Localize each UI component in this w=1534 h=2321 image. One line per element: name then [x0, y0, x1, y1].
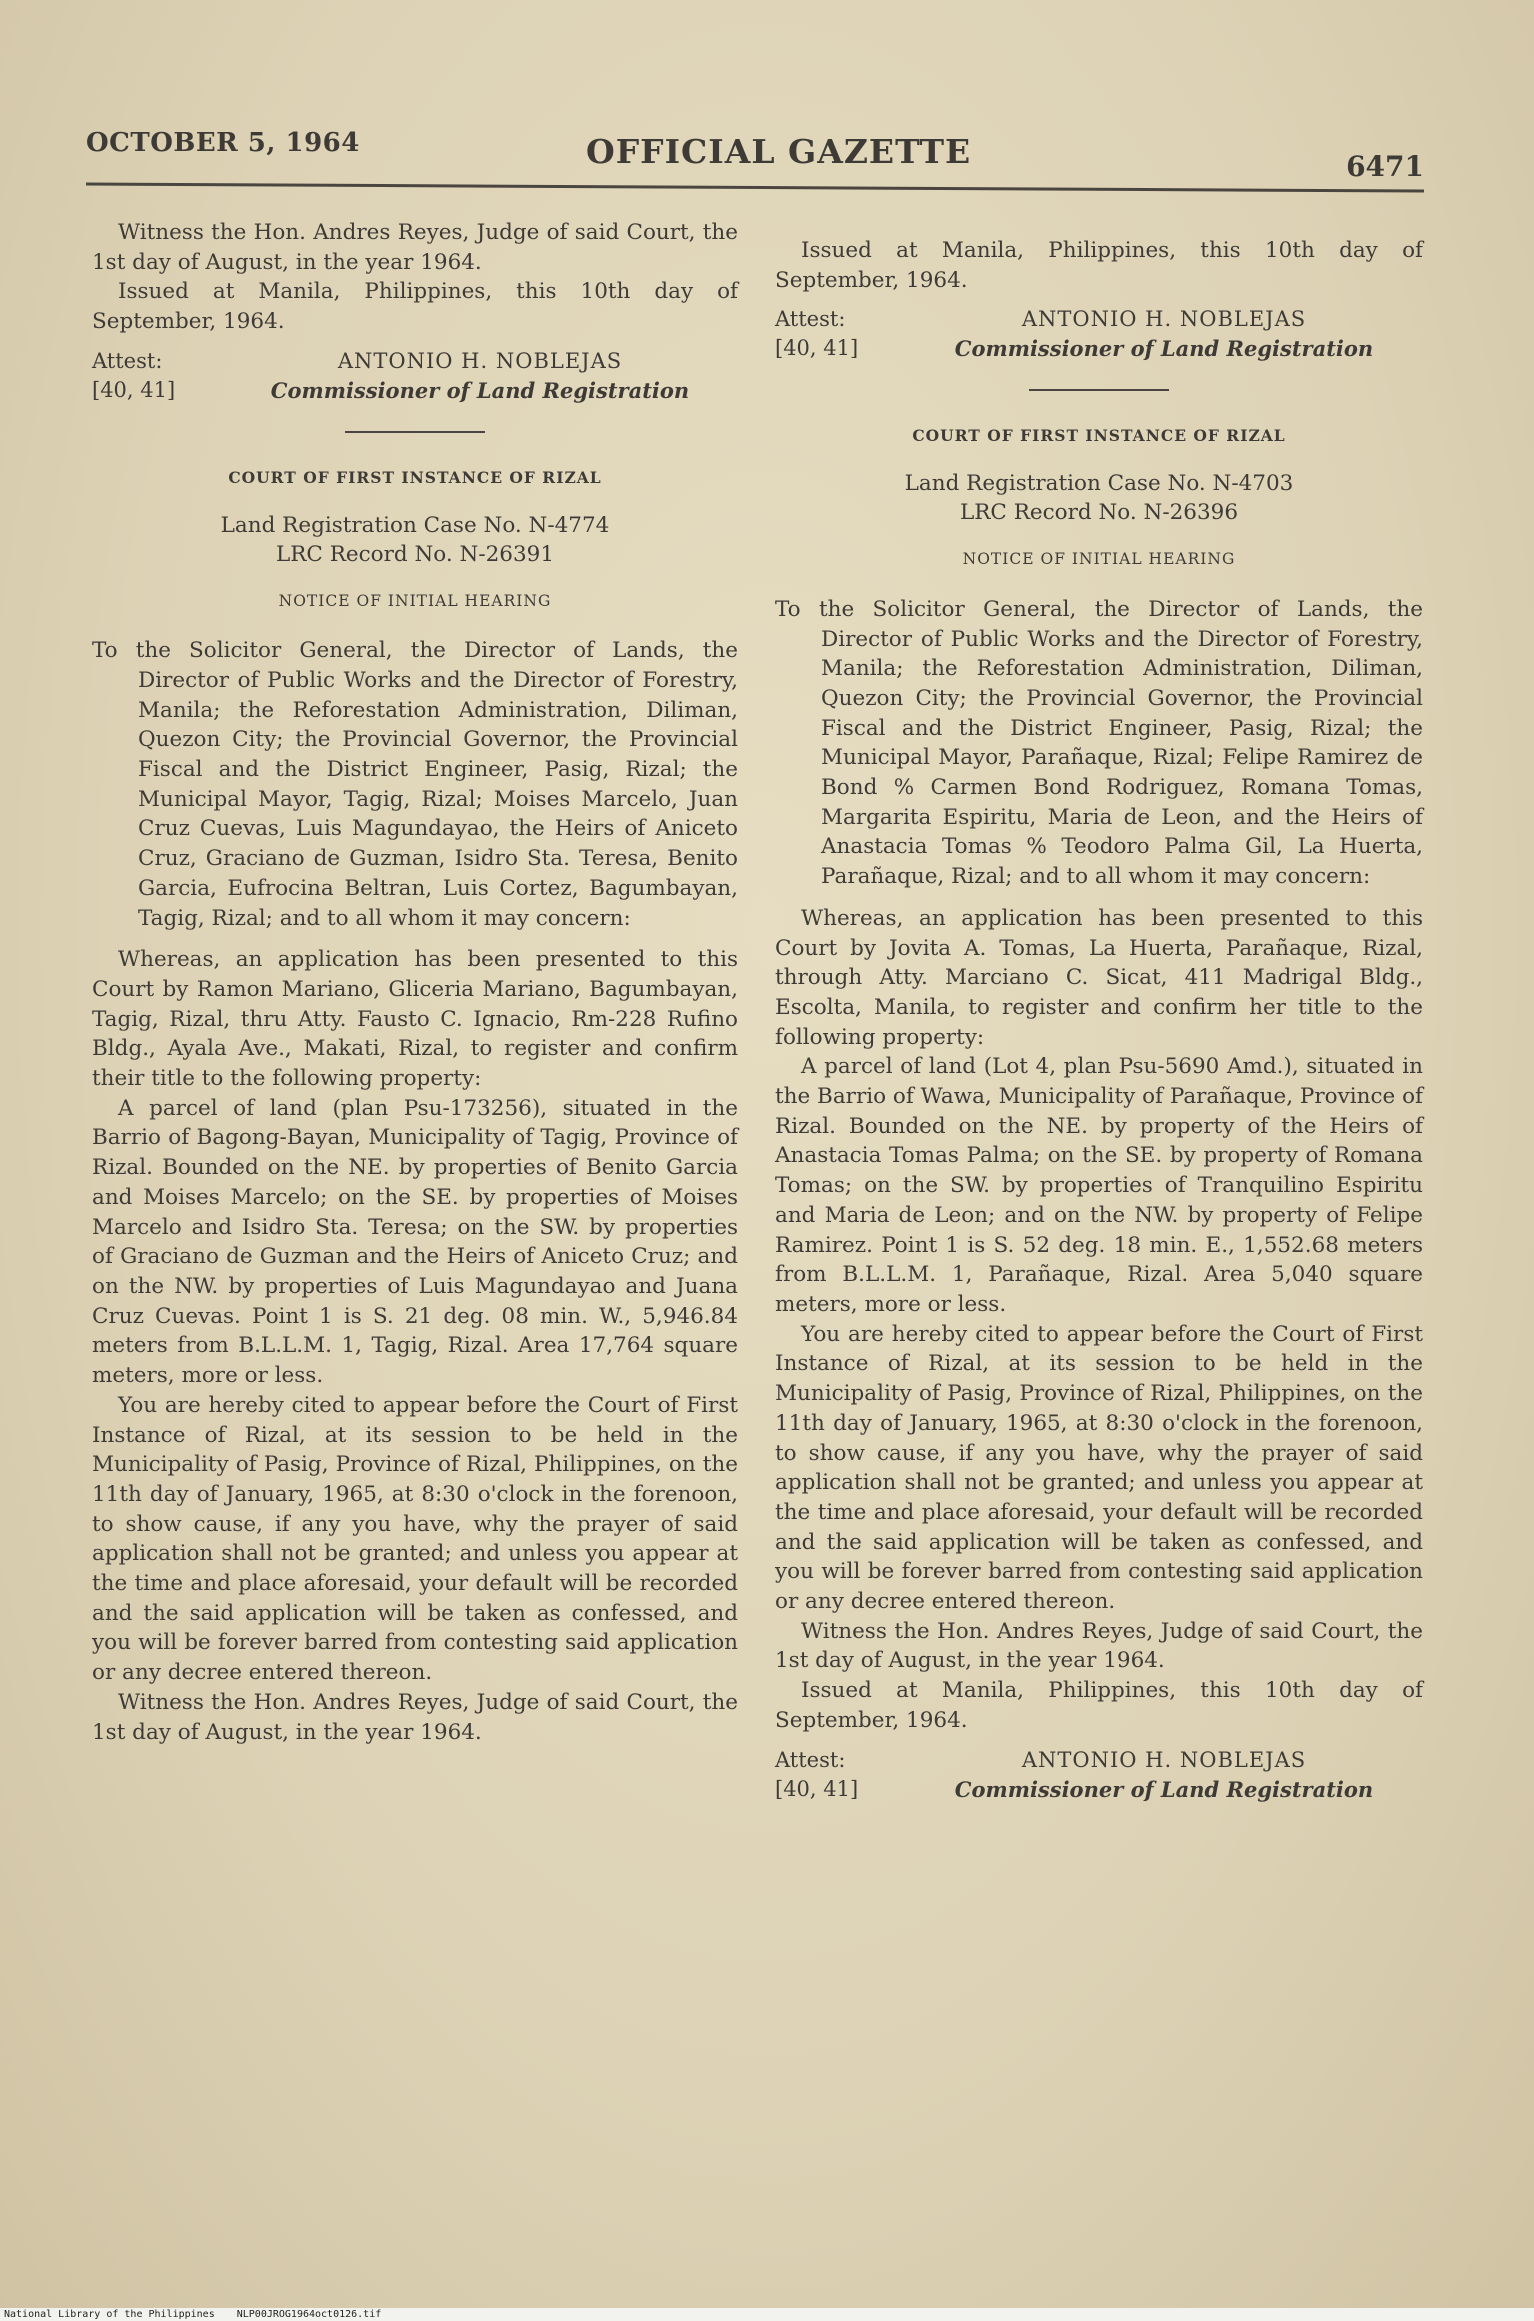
addressee-paragraph: To the Solicitor General, the Director of Lands, the Director of Public Works and the Director of Forestry, Manila; the Reforestation Administration, Diliman, Quezon City; the Provincial Governor, the Provincial Fiscal and the District Engineer, Pasig, Rizal; the Municipal Mayor, Parañaque, Rizal; Felipe Ramirez de Bond % Carmen Bond Rodriguez, Romana Tomas, Margarita Espiritu, Maria de Leon, and the Heirs of Anastacia Tomas % Teodoro Palma Gil, La Huerta, Parañaque, Rizal; and to all whom it may concern: — [775, 596, 1423, 890]
footer-filename: NLP00JROG1964oct0126.tif — [236, 2309, 382, 2320]
attest-name: ANTONIO H. NOBLEJAS — [1021, 1747, 1307, 1772]
attest-label: Attest: — [775, 1747, 846, 1772]
attest-label: Attest: — [92, 348, 163, 373]
attest-block — [775, 305, 1423, 363]
attest-title: Commissioner of Land Registration — [954, 336, 1374, 362]
notice-heading: NOTICE OF INITIAL HEARING — [278, 591, 552, 610]
witness-paragraph: Witness the Hon. Andres Reyes, Judge of said Court, the 1st day of August, in the year 1964. — [92, 1689, 738, 1745]
attest-label: Attest: — [775, 307, 846, 332]
scan-footer — [0, 2308, 1534, 2321]
attest-ref: [40, 41] — [92, 377, 176, 402]
witness-paragraph: Witness the Hon. Andres Reyes, Judge of said Court, the 1st day of August, in the year 1964. — [92, 220, 738, 275]
attest-block — [92, 347, 738, 405]
court-heading: COURT OF FIRST INSTANCE OF RIZAL — [228, 467, 602, 487]
case-number: Land Registration Case No. N-4703 — [904, 471, 1294, 497]
whereas-paragraph: Whereas, an application has been presented to this Court by Ramon Mariano, Gliceria Mariano, Bagumbayan, Tagig, Rizal, thru Atty. Fausto C. Ignacio, Rm-228 Rufino Bldg., Ayala Ave., Makati, Rizal, to register and confirm their title to the following property: — [92, 947, 738, 1092]
case-block — [92, 511, 738, 569]
attest-ref: [40, 41] — [775, 1776, 859, 1801]
right-column — [775, 236, 1423, 1804]
notice-heading: NOTICE OF INITIAL HEARING — [962, 550, 1236, 569]
attest-title: Commissioner of Land Registration — [270, 377, 690, 403]
section-divider — [1029, 389, 1169, 391]
attest-name: ANTONIO H. NOBLEJAS — [1021, 307, 1307, 332]
whereas-paragraph: Whereas, an application has been presented to this Court by Jovita A. Tomas, La Huerta, Parañaque, Rizal, through Atty. Marciano C. Sicat, 411 Madrigal Bldg., Escolta, Manila, to register and confirm her title to the following property: — [775, 905, 1423, 1050]
court-heading: COURT OF FIRST INSTANCE OF RIZAL — [912, 426, 1286, 446]
case-number: Land Registration Case No. N-4774 — [220, 512, 610, 538]
parcel-paragraph: A parcel of land (plan Psu-173256), situated in the Barrio of Bagong-Bayan, Municipality of Tagig, Province of Rizal. Bounded on the NE. by properties of Benito Garcia and Moises Marcelo; on the SE. by properties of Moises Marcelo and Isidro Sta. Teresa; on the SW. by properties of Graciano de Guzman and the Heirs of Aniceto Cruz; and on the NW. by properties of Luis Magundayao and Juana Cruz Cuevas. Point 1 is S. 21 deg. 08 min. W., 5,946.84 meters from B.L.L.M. 1, Tagig, Rizal. Area 17,764 square meters, more or less. — [92, 1095, 738, 1389]
record-number: LRC Record No. N-26391 — [275, 541, 555, 567]
footer-library: National Library of the Philippines — [4, 2309, 215, 2320]
attest-name: ANTONIO H. NOBLEJAS — [337, 348, 623, 373]
record-number: LRC Record No. N-26396 — [959, 500, 1239, 526]
issued-paragraph: Issued at Manila, Philippines, this 10th day of September, 1964. — [775, 1678, 1423, 1733]
page-header — [86, 128, 1424, 188]
parcel-paragraph: A parcel of land (Lot 4, plan Psu-5690 Amd.), situated in the Barrio of Wawa, Municipality of Parañaque, Province of Rizal. Bounded on the NE. by property of the Heirs of Anastacia Tomas Palma; on the SE. by property of Romana Tomas; on the SW. by properties of Tranquilino Espiritu and Maria de Leon; and on the NW. by property of Felipe Ramirez. Point 1 is S. 52 deg. 18 min. E., 1,552.68 meters from B.L.L.M. 1, Parañaque, Rizal. Area 5,040 square meters, more or less. — [775, 1054, 1423, 1317]
cited-paragraph: You are hereby cited to appear before the Court of First Instance of Rizal, at its session to be held in the Municipality of Pasig, Province of Rizal, Philippines, on the 11th day of January, 1965, at 8:30 o'clock in the forenoon, to show cause, if any you have, why the prayer of said application shall not be granted; and unless you appear at the time and place aforesaid, your default will be recorded and the said application will be taken as confessed, and you will be forever barred from contesting said application or any decree entered thereon. — [92, 1392, 738, 1686]
case-block — [775, 469, 1423, 527]
left-column — [92, 218, 738, 1747]
attest-block — [775, 1746, 1423, 1804]
attest-ref: [40, 41] — [775, 336, 859, 361]
cited-paragraph: You are hereby cited to appear before the Court of First Instance of Rizal, at its session to be held in the Municipality of Pasig, Province of Rizal, Philippines, on the 11th day of January, 1965, at 8:30 o'clock in the forenoon, to show cause, if any you have, why the prayer of said application shall not be granted; and unless you appear at the time and place aforesaid, your default will be recorded and the said application will be taken as confessed, and you will be forever barred from contesting said application or any decree entered thereon. — [775, 1321, 1423, 1615]
witness-paragraph: Witness the Hon. Andres Reyes, Judge of said Court, the 1st day of August, in the year 1964. — [775, 1618, 1423, 1674]
attest-title: Commissioner of Land Registration — [954, 1776, 1374, 1802]
issued-paragraph: Issued at Manila, Philippines, this 10th day of September, 1964. — [775, 238, 1423, 293]
issued-paragraph: Issued at Manila, Philippines, this 10th day of September, 1964. — [92, 279, 738, 335]
header-date: OCTOBER 5, 1964 — [86, 128, 360, 158]
addressee-paragraph: To the Solicitor General, the Director of Lands, the Director of Public Works and the Director of Forestry, Manila; the Reforestation Administration, Diliman, Quezon City; the Provincial Governor, the Provincial Fiscal and the District Engineer, Pasig, Rizal; the Municipal Mayor, Tagig, Rizal; Moises Marcelo, Juan Cruz Cuevas, Luis Magundayao, the Heirs of Aniceto Cruz, Graciano de Guzman, Isidro Sta. Teresa, Benito Garcia, Eufrocina Beltran, Luis Cortez, Bagumbayan, Tagig, Rizal; and to all whom it may concern: — [92, 638, 738, 931]
page-number: 6471 — [1346, 150, 1424, 183]
header-title: OFFICIAL GAZETTE — [586, 132, 972, 171]
section-divider — [345, 431, 485, 433]
